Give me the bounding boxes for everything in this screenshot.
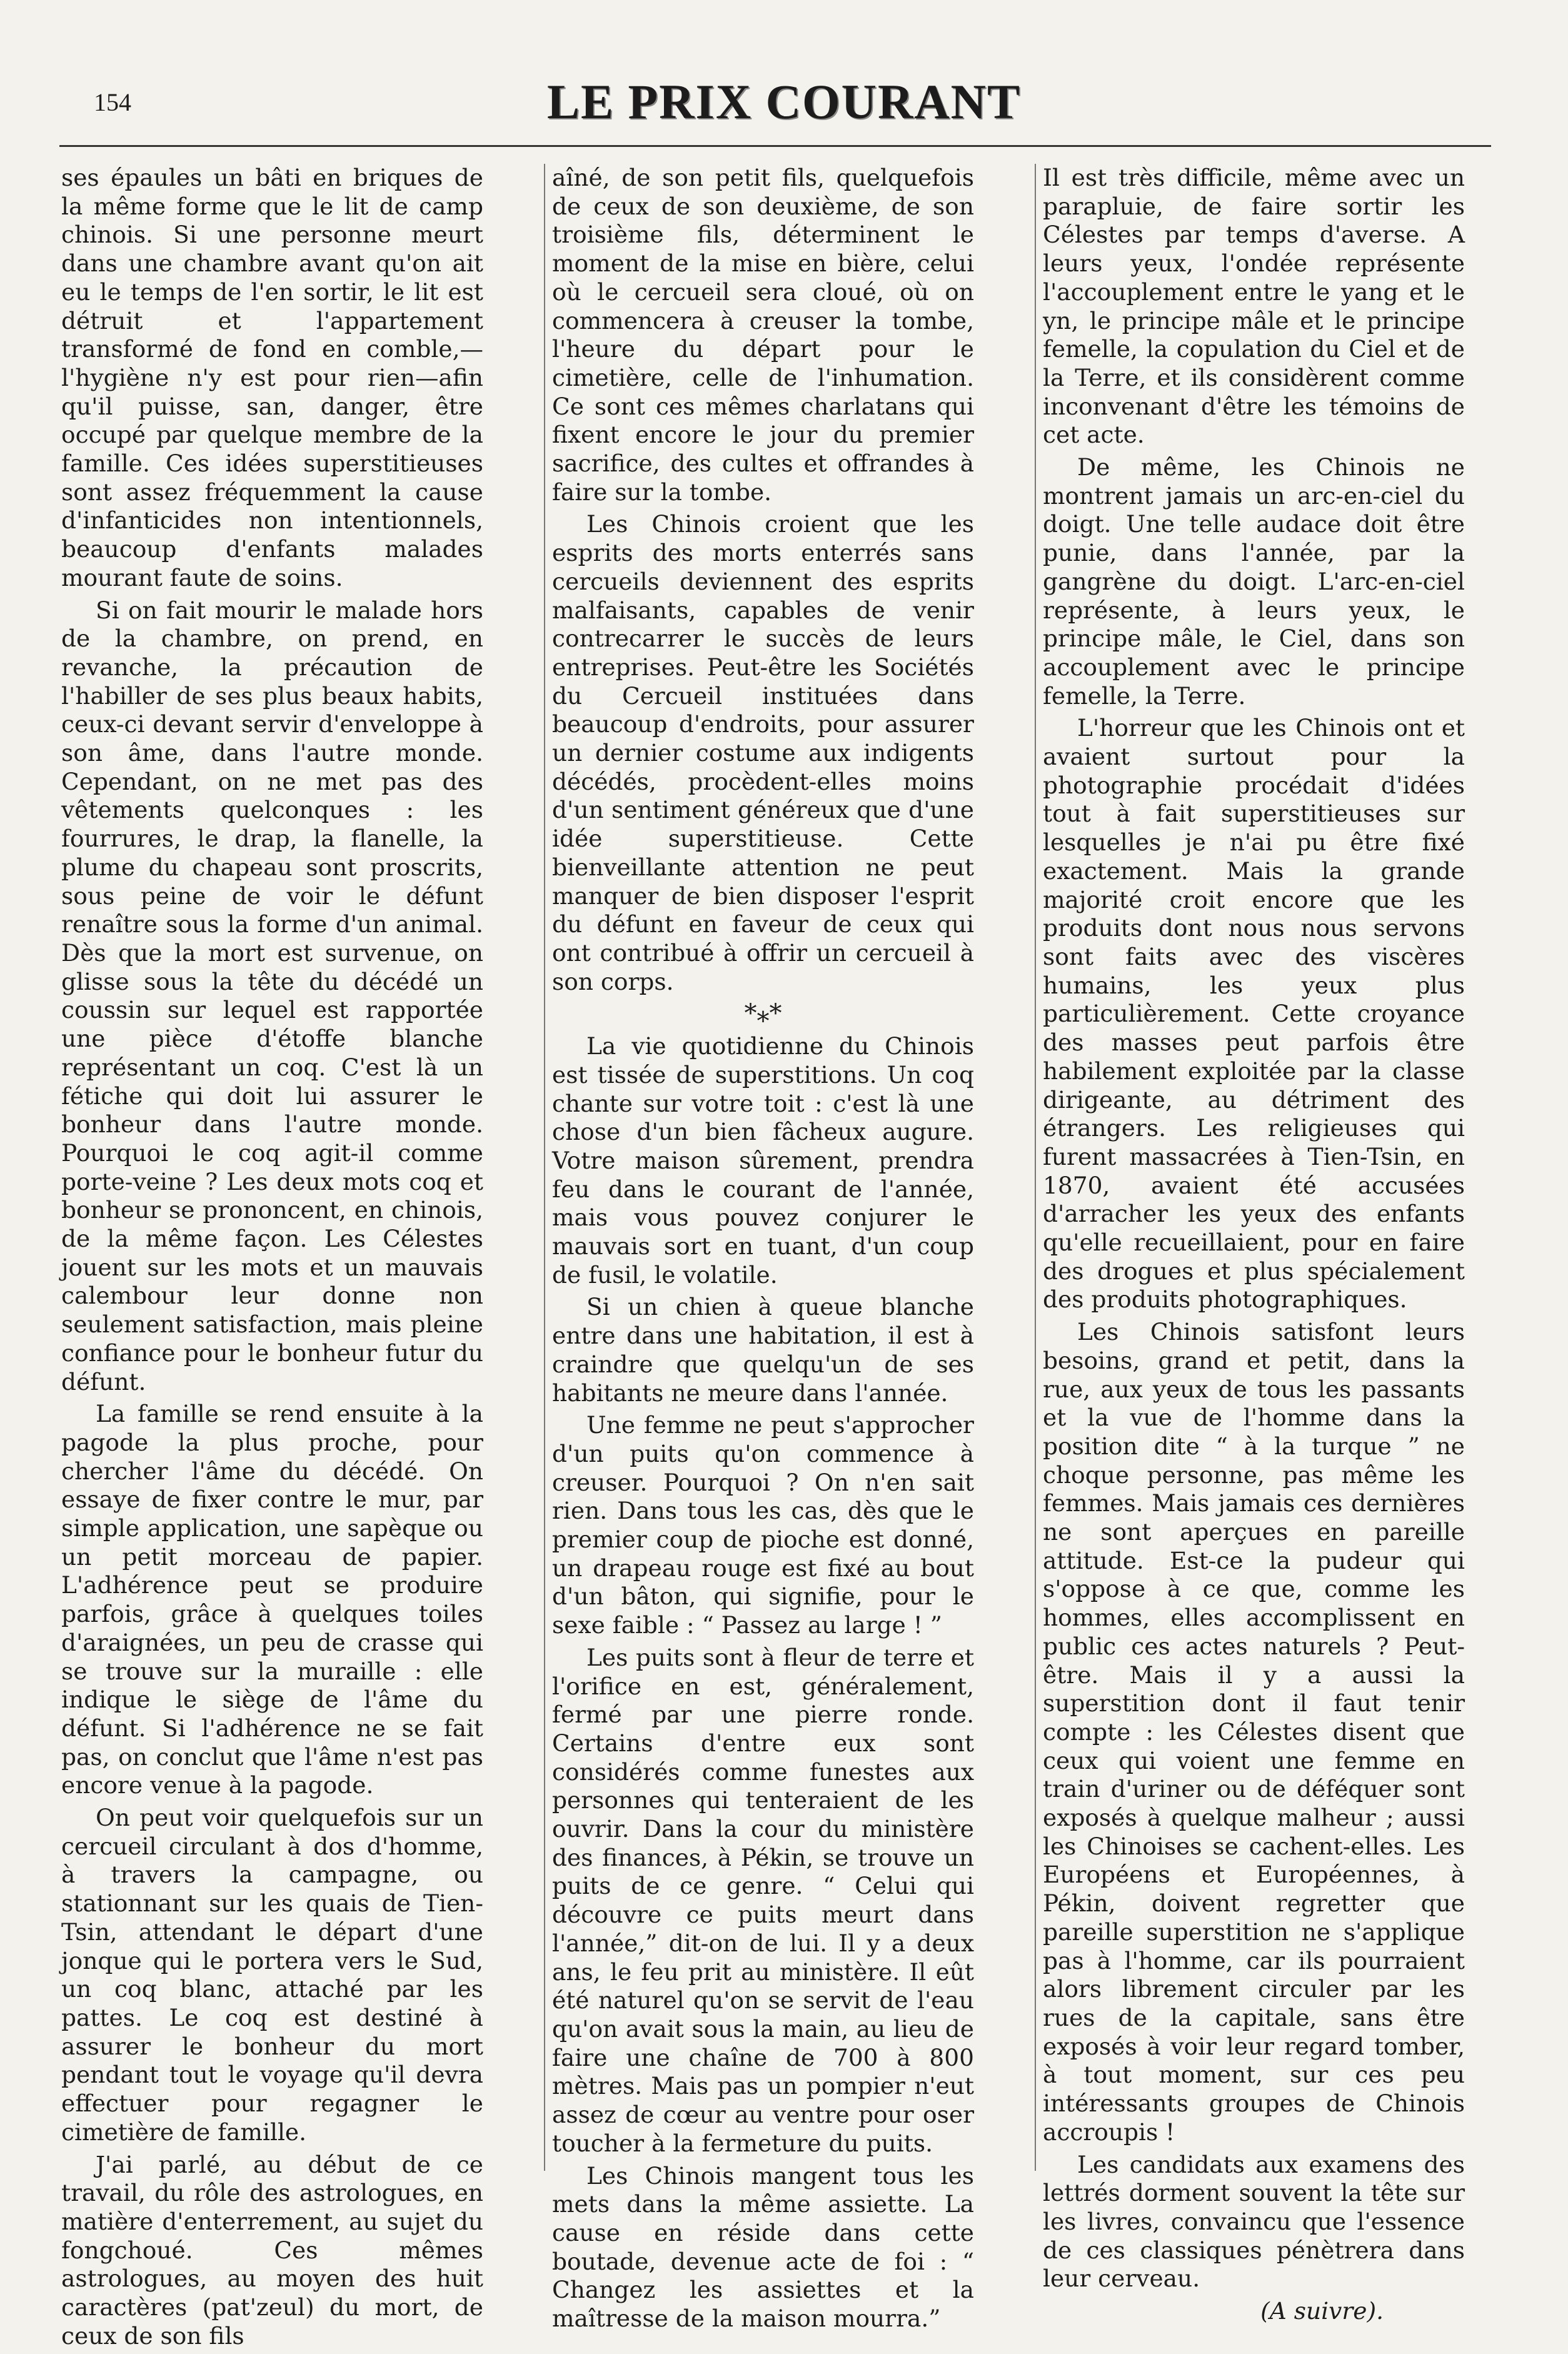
paragraph: On peut voir quelquefois sur un cercueil circulant à dos d'homme, à travers la campagne, ou stationnant sur les quais de Tien-Tsin, attendant le départ d'une jonque qui le portera vers le Sud, un coq blanc, attaché par les pattes. Le coq est destiné à assurer le bonheur du mort pendant tout le voyage qu'il devra effectuer pour regagner le cimetière de famille.: [61, 1804, 483, 2146]
paragraph: Une femme ne peut s'approcher d'un puits qu'on commence à creuser. Pourquoi ? On n'en sait rien. Dans tous les cas, dès que le premier coup de pioche est donné, un drapeau rouge est fixé au bout d'un bâton, qui signifie, pour le sexe faible : “ Passez au large ! ”: [552, 1411, 974, 1639]
paragraph: Si un chien à queue blanche entre dans une habitation, il est à craindre que quelqu'un de ses habitants ne meure dans l'année.: [552, 1293, 974, 1407]
paragraph: La vie quotidienne du Chinois est tissée de superstitions. Un coq chante sur votre toit : c'est là une chose d'un bien fâcheux augure. Votre maison sûrement, prendra feu dans le courant de l'année, mais vous pouvez conjurer le mauvais sort en tuant, d'un coup de fusil, le volatile.: [552, 1032, 974, 1289]
header-rule: [59, 145, 1491, 147]
paragraph: aîné, de son petit fils, quelquefois de ceux de son deuxième, de son troisième fils, déterminent le moment de la mise en bière, celui où le cercueil sera cloué, où on commencera à creuser la tombe, l'heure du départ pour le cimetière, celle de l'inhumation. Ce sont ces mêmes charlatans qui fixent encore le jour du premier sacrifice, des cultes et offrandes à faire sur la tombe.: [552, 164, 974, 506]
text-column-3: [1043, 164, 1465, 2330]
masthead-title: LE PRIX COURANT: [546, 74, 1022, 129]
paragraph: Les Chinois croient que les esprits des morts enterrés sans cercueils deviennent des esprits malfaisants, capables de venir contrecarrer le succès de leurs entreprises. Peut-être les Sociétés du Cercueil instituées dans beaucoup d'endroits, pour assurer un dernier costume aux indigents décédés, procèdent-elles moins d'un sentiment généreux que d'une idée superstitieuse. Cette bienveillante attention ne peut manquer de bien disposer l'esprit du défunt en faveur de ceux qui ont contribué à offrir un cercueil à son corps.: [552, 510, 974, 995]
paragraph: Les puits sont à fleur de terre et l'orifice en est, généralement, fermé par une pierre ronde. Certains d'entre eux sont considérés comme funestes aux personnes qui tenteraient de les ouvrir. Dans la cour du ministère des finances, à Pékin, se trouve un puits de ce genre. “ Celui qui découvre ce puits meurt dans l'année,” dit-on de lui. Il y a deux ans, le feu prit au ministère. Il eût été naturel qu'on se servit de l'eau qu'on avait sous la main, au lieu de faire une chaîne de 700 à 800 mètres. Mais pas un pompier n'eut assez de cœur au ventre pour oser toucher à la fermeture du puits.: [552, 1643, 974, 2157]
paragraph: Les Chinois satisfont leurs besoins, grand et petit, dans la rue, aux yeux de tous les passants et la vue de l'homme dans la position dite “ à la turque ” ne choque personne, pas même les femmes. Mais jamais ces dernières ne sont aperçues en pareille attitude. Est-ce la pudeur qui s'oppose à ce que, comme les hommes, elles accomplissent en public ces actes naturels ? Peut-être. Mais il y a aussi la superstition dont il faut tenir compte : les Célestes disent que ceux qui voient une femme en train d'uriner ou de déféquer sont exposés à quelque malheur ; aussi les Chinoises se cachent-elles. Les Européens et Européennes, à Pékin, doivent regretter que pareille superstition ne s'applique pas à l'homme, car ils pourraient alors librement circuler par les rues de la capitale, sans être exposés à voir leur regard tomber, à tout moment, sur ces peu intéressants groupes de Chinois accroupis !: [1043, 1318, 1465, 2146]
paragraph: Si on fait mourir le malade hors de la chambre, on prend, en revanche, la précaution de l'habiller de ses plus beaux habits, ceux-ci devant servir d'enveloppe à son âme, dans l'autre monde. Cependant, on ne met pas des vêtements quelconques : les fourrures, le drap, la flanelle, la plume du chapeau sont proscrits, sous peine de voir le défunt renaître sous la forme d'un animal. Dès que la mort est survenue, on glisse sous la tête du décédé un coussin sur lequel est rapportée une pièce d'étoffe blanche représentant un coq. C'est là un fétiche qui doit lui assurer le bonheur dans l'autre monde. Pourquoi le coq agit-il comme porte-veine ? Les deux mots coq et bonheur se prononcent, en chinois, de la même façon. Les Célestes jouent sur les mots et un mauvais calembour leur donne non seulement satisfaction, mais pleine confiance pour le bonheur futur du défunt.: [61, 596, 483, 1396]
paragraph: Les candidats aux examens des lettrés dorment souvent la tête sur les livres, convaincu que l'essence de ces classiques pénètrera dans leur cerveau.: [1043, 2150, 1465, 2293]
paragraph: La famille se rend ensuite à la pagode la plus proche, pour chercher l'âme du décédé. On essaye de fixer contre le mur, par simple application, une sapèque ou un petit morceau de papier. L'adhérence peut se produire parfois, grâce à quelques toiles d'araignées, un peu de crasse qui se trouve sur la muraille : elle indique le siège de l'âme du défunt. Si l'adhérence ne se fait pas, on conclut que l'âme n'est pas encore venue à la pagode.: [61, 1400, 483, 1799]
section-break-asterism: *⁎*: [744, 999, 782, 1029]
paragraph: De même, les Chinois ne montrent jamais un arc-en-ciel du doigt. Une telle audace doit être punie, dans l'année, par la gangrène du doigt. L'arc-en-ciel représente, à leurs yeux, le principe mâle, le Ciel, dans son accouplement avec le principe femelle, la Terre.: [1043, 453, 1465, 710]
paragraph: Les Chinois mangent tous les mets dans la même assiette. La cause en réside dans cette boutade, devenue acte de foi : “ Changez les assiettes et la maîtresse de la maison mourra.”: [552, 2161, 974, 2333]
to-be-continued: (A suivre).: [1260, 2297, 1384, 2325]
column-divider: [1035, 164, 1036, 2171]
paragraph: Il est très difficile, même avec un parapluie, de faire sortir les Célestes par temps d'averse. A leurs yeux, l'ondée représente l'accouplement entre le yang et le yn, le principe mâle et le principe femelle, la copulation du Ciel et de la Terre, et ils considèrent comme inconvenant d'être les témoins de cet acte.: [1043, 164, 1465, 449]
paragraph: ses épaules un bâti en briques de la même forme que le lit de camp chinois. Si une personne meurt dans une chambre avant qu'on ait eu le temps de l'en sortir, le lit est détruit et l'appartement transformé de fond en comble,—l'hygiène n'y est pour rien—afin qu'il puisse, san, danger, être occupé par quelque membre de la famille. Ces idées superstitieuses sont assez fréquemment la cause d'infanticides non intentionnels, beaucoup d'enfants malades mourant faute de soins.: [61, 164, 483, 591]
column-divider: [544, 164, 545, 2171]
paragraph: L'horreur que les Chinois ont et avaient surtout pour la photographie procédait d'idées tout à fait superstitieuses sur lesquelles je n'ai pu être fixé exactement. Mais la grande majorité croit encore que les produits dont nous nous servons sont faits avec des viscères humains, les yeux plus particulièrement. Cette croyance des masses peut parfois être habilement exploitée par la classe dirigeante, au détriment des étrangers. Les religieuses qui furent massacrées à Tien-Tsin, en 1870, avaient été accusées d'arracher les yeux des enfants qu'elle recueillaient, pour en faire des drogues et plus spécialement des produits photographiques.: [1043, 714, 1465, 1314]
text-column-1: [61, 164, 483, 2354]
paragraph: J'ai parlé, au début de ce travail, du rôle des astrologues, en matière d'enterrement, au sujet du fongchoué. Ces mêmes astrologues, au moyen des huit caractères (pat'zeul) du mort, de ceux de son fils: [61, 2150, 483, 2350]
page-number: 154: [94, 88, 131, 116]
text-column-2: [552, 164, 974, 2337]
